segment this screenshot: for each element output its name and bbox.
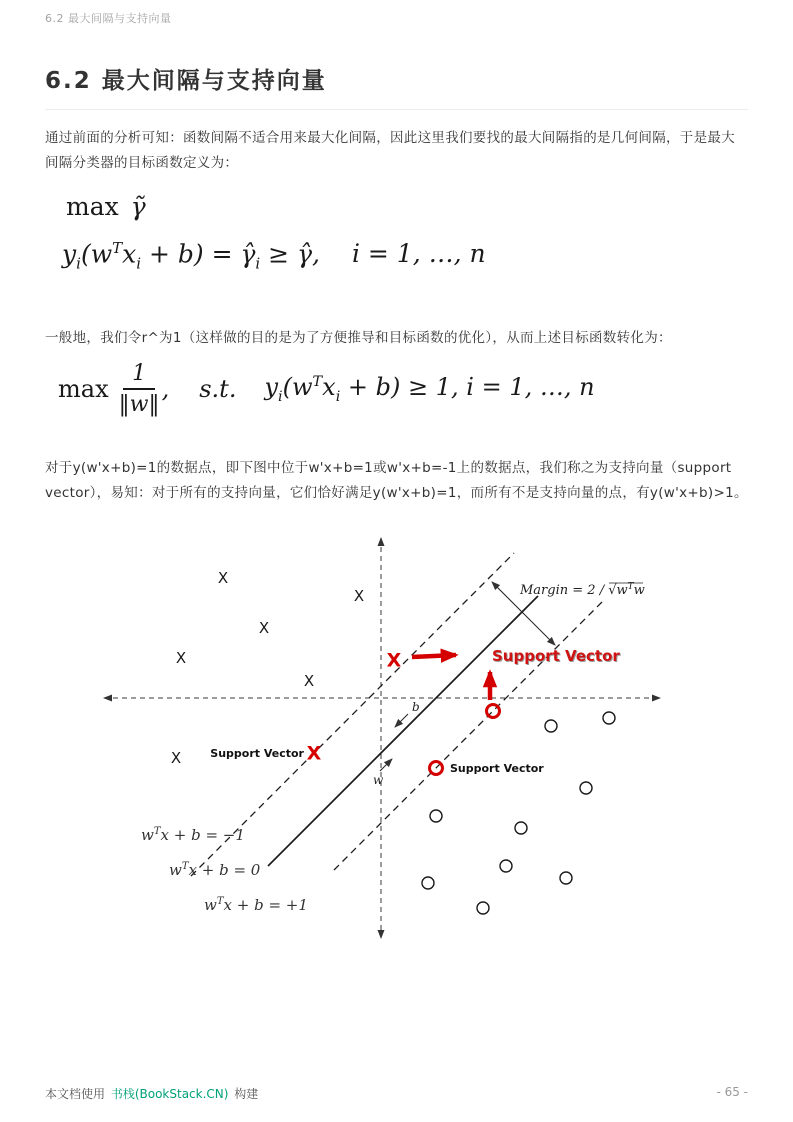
- footer-text-suffix: 构建: [230, 1087, 259, 1101]
- svm-figure-svg: [96, 528, 676, 948]
- sub-i: i: [136, 254, 142, 273]
- fraction-denominator: ‖w‖: [118, 392, 160, 418]
- paragraph-transform: 一般地，我们令r^为1（这样做的目的是为了方便推导和目标函数的优化），从而上述目标函数转化为：: [45, 330, 672, 346]
- o-mark: [422, 877, 434, 889]
- page-title: 6.2 最大间隔与支持向量: [45, 62, 748, 110]
- index-range: i = 1, …, n: [351, 239, 486, 269]
- sub-i: i: [335, 389, 341, 406]
- x-mark: X: [170, 749, 182, 767]
- sup-T: T: [112, 239, 123, 257]
- sup-T: T: [312, 374, 323, 391]
- w-label: w: [373, 773, 384, 787]
- formula-1-line-1: [66, 192, 486, 221]
- x-mark: X: [303, 672, 315, 690]
- bookstack-link[interactable]: 书栈(BookStack.CN): [110, 1087, 229, 1101]
- page-number: - 65 -: [716, 1085, 748, 1099]
- fraction-numerator: 1: [123, 362, 155, 390]
- fraction: [119, 362, 160, 416]
- support-vector-label-bottom: Support Vector: [450, 762, 544, 775]
- paragraph-intro: 通过前面的分析可知：函数间隔不适合用来最大化间隔，因此这里我们要找的最大间隔指的是几何间隔，于是最大间隔分类器的目标函数定义为：: [45, 130, 735, 171]
- x-mark: X: [258, 619, 270, 637]
- comma: ,: [161, 375, 170, 404]
- subject-to: s.t.: [199, 375, 237, 404]
- formula-max-gamma: [62, 192, 486, 272]
- max-operator: max: [58, 375, 109, 404]
- hyperplane-plus-one: [334, 600, 604, 870]
- sub-i: i: [278, 389, 283, 406]
- var-x: x: [322, 373, 336, 402]
- support-vector-x-mark: X: [306, 742, 322, 765]
- support-vector-x-mark: X: [386, 649, 402, 672]
- o-mark: [430, 810, 442, 822]
- o-mark: [515, 822, 527, 834]
- var-x: x: [122, 239, 137, 269]
- o-mark: [500, 860, 512, 872]
- o-mark: [580, 782, 592, 794]
- equation-label-minus-one: $w^Tx + b = -1$: [141, 826, 245, 844]
- sub-i: i: [255, 254, 261, 273]
- constraint-expression: [264, 373, 594, 405]
- svm-figure: [96, 528, 676, 948]
- footer-text-prefix: 本文档使用: [45, 1087, 109, 1101]
- footer-build-note: [45, 1085, 258, 1102]
- equation-label-plus-one: $w^Tx + b = +1$: [204, 896, 308, 914]
- x-mark: X: [217, 569, 229, 587]
- constraint-tail: + b) ≥ 1, i = 1, …, n: [340, 373, 595, 402]
- support-vector-o-mark: [487, 705, 500, 718]
- o-mark: [603, 712, 615, 724]
- formula-objective: [58, 362, 595, 416]
- paragraph-support-vector: 对于y(w'x+b)=1的数据点，即下图中位于w'x+b=1或w'x+b=-1上的数据点，我们称之为支持向量（support vector），易知：对于所有的支持向量，它们恰好满足y(w'x+b)=1，而所有不是支持向量的点，有y(w'x+b)>1。: [45, 460, 748, 501]
- var-w: (w: [282, 373, 313, 402]
- b-arrow: [395, 714, 408, 727]
- formula-1-line-2: [62, 239, 486, 272]
- equals-gamma-hat: + b) = γ̂: [141, 239, 256, 269]
- x-mark: X: [353, 587, 365, 605]
- x-mark: X: [175, 649, 187, 667]
- var-y: y: [62, 239, 77, 269]
- running-header: 6.2 最大间隔与支持向量: [45, 12, 172, 25]
- equation-label-zero: $w^Tx + b = 0$: [169, 861, 261, 879]
- var-w: (w: [80, 239, 113, 269]
- var-y: y: [264, 373, 279, 402]
- sub-i: i: [76, 254, 81, 273]
- support-vector-label-main: Support Vector: [492, 647, 620, 665]
- support-vector-arrow-right: [412, 655, 456, 657]
- o-mark: [477, 902, 489, 914]
- gamma-tilde: γ̃: [130, 192, 146, 221]
- w-arrow: [380, 759, 392, 771]
- o-mark: [545, 720, 557, 732]
- support-vector-label-left: Support Vector: [210, 747, 304, 760]
- max-operator: max: [66, 192, 119, 221]
- b-label: b: [412, 700, 420, 714]
- geq-gamma-hat: ≥ γ̂,: [260, 239, 320, 269]
- o-mark: [560, 872, 572, 884]
- hyperplane-zero: [268, 596, 538, 866]
- margin-label: Margin = $2 / √w^Tw$: [520, 582, 645, 598]
